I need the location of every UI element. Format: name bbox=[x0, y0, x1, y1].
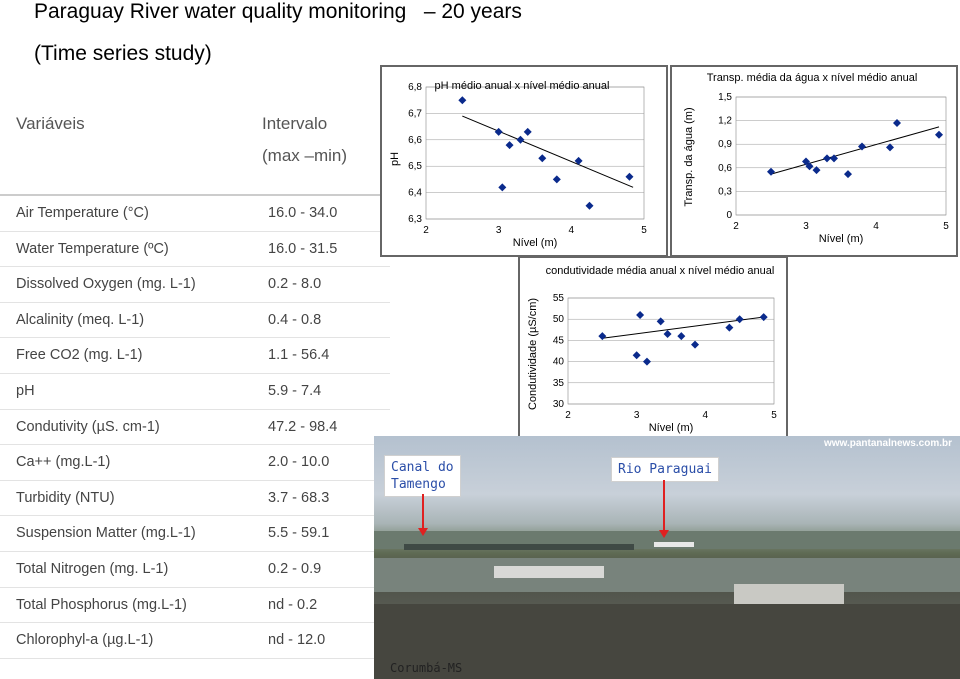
y-tick-label: 6,3 bbox=[408, 214, 422, 225]
y-tick-label: 6,5 bbox=[408, 161, 422, 173]
data-point bbox=[935, 131, 943, 139]
y-tick-label: 35 bbox=[552, 377, 564, 389]
x-axis-label: Nível (m) bbox=[818, 233, 864, 245]
x-axis-label: Nível (m) bbox=[512, 237, 558, 249]
table-row bbox=[0, 445, 390, 481]
table-row bbox=[0, 303, 390, 339]
page-title: Paraguay River water quality monitoring – 20 years bbox=[34, 0, 522, 23]
label-rio-paraguai: Rio Paraguai bbox=[611, 457, 719, 482]
data-point bbox=[516, 136, 524, 144]
data-point bbox=[813, 166, 821, 174]
header-interval-sub: (max –min) bbox=[262, 146, 348, 165]
website-watermark: www.pantanalnews.com.br bbox=[824, 438, 952, 449]
table-header bbox=[0, 100, 390, 196]
page-subtitle: (Time series study) bbox=[34, 42, 212, 65]
data-point bbox=[677, 332, 685, 340]
y-tick-label: 40 bbox=[552, 356, 564, 368]
table-row bbox=[0, 588, 390, 624]
data-point bbox=[657, 317, 665, 325]
variable-name: Suspension Matter (mg.L-1) bbox=[16, 525, 196, 542]
arrow-canal bbox=[422, 494, 424, 528]
data-point bbox=[633, 351, 641, 359]
x-tick-label: 2 bbox=[733, 221, 739, 232]
label-canal-do-tamengo: Canal do Tamengo bbox=[384, 455, 461, 497]
x-axis-label: Nível (m) bbox=[648, 422, 694, 434]
x-tick-label: 5 bbox=[771, 410, 777, 421]
variable-range: 1.1 - 56.4 bbox=[268, 347, 330, 364]
photo-caption: Corumbá-MS bbox=[390, 661, 463, 675]
y-tick-label: 0,3 bbox=[718, 186, 732, 198]
y-tick-label: 1,2 bbox=[718, 115, 732, 127]
data-point bbox=[691, 341, 699, 349]
header-interval: Intervalo bbox=[262, 114, 328, 133]
y-axis-label: Condutividade (µS/cm) bbox=[527, 297, 539, 411]
plot-area bbox=[426, 87, 644, 219]
table-row bbox=[0, 232, 390, 268]
data-point bbox=[886, 143, 894, 151]
plot-area bbox=[736, 97, 946, 215]
table-row bbox=[0, 623, 390, 659]
plot-area bbox=[568, 298, 774, 404]
table-row bbox=[0, 552, 390, 588]
variable-range: 0.2 - 0.9 bbox=[268, 560, 322, 577]
variable-range: 0.2 - 8.0 bbox=[268, 276, 322, 293]
data-point bbox=[598, 332, 606, 340]
variable-range: 2.0 - 10.0 bbox=[268, 454, 330, 471]
conductivity-chart bbox=[518, 256, 788, 438]
variable-range: nd - 0.2 bbox=[268, 596, 318, 613]
variable-range: 5.5 - 59.1 bbox=[268, 525, 330, 542]
y-tick-label: 50 bbox=[552, 314, 564, 326]
y-axis-label: pH bbox=[389, 151, 401, 167]
data-point bbox=[553, 175, 561, 183]
arrowhead-canal bbox=[418, 528, 428, 536]
x-tick-label: 2 bbox=[565, 410, 571, 421]
variable-range: 5.9 - 7.4 bbox=[268, 382, 322, 399]
trend-line bbox=[462, 116, 633, 187]
variable-name: Dissolved Oxygen (mg. L-1) bbox=[16, 276, 196, 293]
x-tick-label: 5 bbox=[641, 225, 647, 236]
data-point bbox=[760, 313, 768, 321]
variable-range: 16.0 - 31.5 bbox=[268, 240, 338, 257]
x-tick-label: 3 bbox=[803, 221, 809, 232]
header-variables: Variáveis bbox=[16, 114, 85, 133]
chart-title: condutividade média anual x nível médio anual bbox=[545, 265, 775, 277]
y-tick-label: 6,7 bbox=[408, 108, 422, 120]
data-point bbox=[586, 202, 594, 210]
table-row bbox=[0, 267, 390, 303]
variable-range: 0.4 - 0.8 bbox=[268, 311, 322, 328]
variable-range: nd - 12.0 bbox=[268, 632, 326, 649]
table-row bbox=[0, 516, 390, 552]
table-row bbox=[0, 338, 390, 374]
data-point bbox=[495, 128, 503, 136]
y-tick-label: 30 bbox=[552, 399, 564, 410]
y-axis-label: Transp. da água (m) bbox=[683, 107, 695, 207]
variable-name: Turbidity (NTU) bbox=[16, 489, 115, 506]
x-tick-label: 4 bbox=[702, 410, 709, 421]
y-tick-label: 0,9 bbox=[718, 139, 732, 151]
x-tick-label: 4 bbox=[873, 221, 879, 232]
variable-name: Total Phosphorus (mg.L-1) bbox=[16, 596, 187, 613]
data-point bbox=[625, 173, 633, 181]
table-row bbox=[0, 410, 390, 446]
y-tick-label: 6,4 bbox=[408, 187, 422, 199]
y-tick-label: 0 bbox=[726, 210, 732, 221]
x-tick-label: 5 bbox=[943, 221, 949, 232]
variable-range: 3.7 - 68.3 bbox=[268, 489, 330, 506]
chart-title: pH médio anual x nível médio anual bbox=[434, 80, 610, 92]
data-point bbox=[844, 170, 852, 178]
variable-name: Free CO2 (mg. L-1) bbox=[16, 347, 143, 364]
table-row bbox=[0, 481, 390, 517]
chart-title: Transp. média da água x nível médio anual bbox=[706, 72, 918, 84]
y-tick-label: 0,6 bbox=[718, 162, 732, 174]
trend-line bbox=[771, 127, 939, 174]
variable-name: Condutivity (µS. cm-1) bbox=[16, 418, 160, 435]
variable-name: Water Temperature (ºC) bbox=[16, 240, 169, 257]
data-point bbox=[458, 96, 466, 104]
variable-name: Air Temperature (°C) bbox=[16, 205, 149, 221]
data-point bbox=[893, 119, 901, 127]
arrowhead-rio bbox=[659, 530, 669, 538]
arrow-rio bbox=[663, 480, 665, 530]
table-body bbox=[0, 196, 390, 659]
transparency-chart bbox=[670, 65, 958, 257]
variable-name: pH bbox=[16, 382, 35, 399]
ph-chart bbox=[380, 65, 668, 257]
data-point bbox=[664, 330, 672, 338]
variables-table bbox=[0, 100, 390, 659]
variable-range: 47.2 - 98.4 bbox=[268, 418, 338, 435]
data-point bbox=[538, 154, 546, 162]
y-tick-label: 1,5 bbox=[718, 92, 732, 103]
y-tick-label: 55 bbox=[552, 293, 564, 304]
data-point bbox=[767, 168, 775, 176]
y-tick-label: 6,8 bbox=[408, 82, 422, 93]
variable-name: Ca++ (mg.L-1) bbox=[16, 454, 111, 471]
data-point bbox=[636, 311, 644, 319]
y-tick-label: 45 bbox=[552, 335, 564, 347]
data-point bbox=[506, 141, 514, 149]
table-row bbox=[0, 196, 390, 232]
variable-name: Alcalinity (meq. L-1) bbox=[16, 311, 145, 328]
x-tick-label: 3 bbox=[495, 225, 502, 236]
y-tick-label: 6,6 bbox=[408, 134, 422, 146]
data-point bbox=[736, 315, 744, 323]
variable-name: Total Nitrogen (mg. L-1) bbox=[16, 560, 169, 577]
data-point bbox=[524, 128, 532, 136]
data-point bbox=[498, 183, 506, 191]
x-tick-label: 4 bbox=[568, 225, 575, 236]
data-point bbox=[643, 358, 651, 366]
data-point bbox=[823, 154, 831, 162]
variable-name: Chlorophyl-a (µg.L-1) bbox=[16, 632, 154, 649]
x-tick-label: 2 bbox=[423, 225, 429, 236]
x-tick-label: 3 bbox=[633, 410, 640, 421]
variable-range: 16.0 - 34.0 bbox=[268, 205, 338, 221]
table-row bbox=[0, 374, 390, 410]
data-point bbox=[725, 324, 733, 332]
